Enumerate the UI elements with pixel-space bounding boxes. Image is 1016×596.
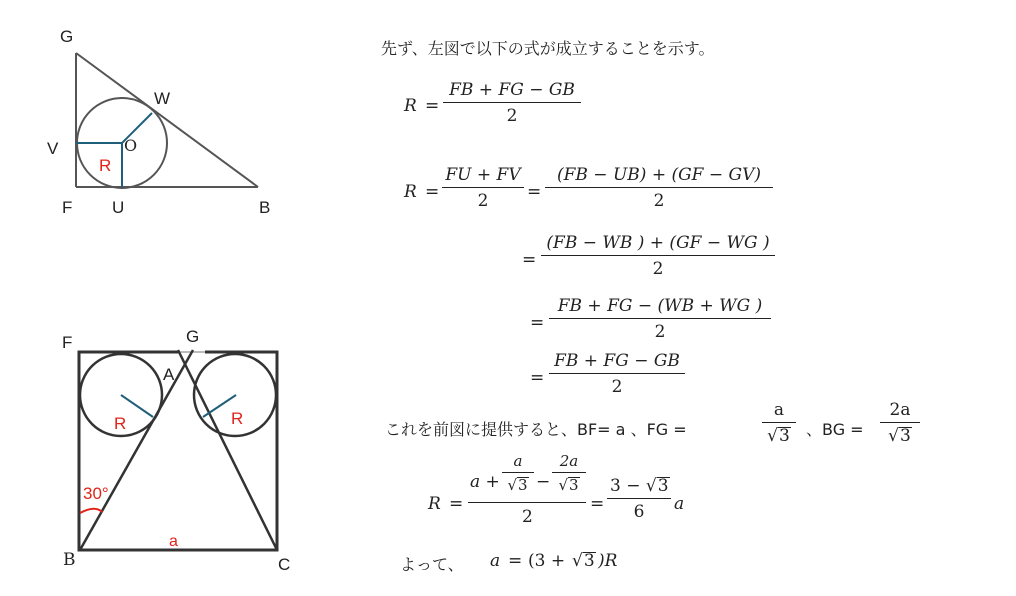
eq5-numerator: FB + FG − GB bbox=[549, 351, 685, 374]
label-u: U bbox=[112, 198, 125, 217]
eq6-inner-num2: 2a bbox=[552, 452, 586, 473]
eq2-denominator1: 2 bbox=[477, 191, 489, 211]
eq2-lhs: R bbox=[404, 182, 417, 202]
eq6-compound-numerator bbox=[468, 450, 586, 496]
square bbox=[79, 352, 277, 550]
eq6-radicand3: 3 bbox=[657, 476, 669, 496]
eq6-inner-fraction1 bbox=[502, 452, 534, 494]
eq6-radicand2: 3 bbox=[569, 476, 579, 494]
square-figure bbox=[0, 310, 320, 590]
eq6-lhs: R bbox=[428, 494, 441, 514]
eq6-inner-den1: √3 bbox=[507, 476, 528, 494]
final-close: )R bbox=[598, 551, 618, 571]
final-a: a bbox=[490, 551, 501, 571]
conclusion-text: よって、 bbox=[400, 555, 464, 574]
eq6-inner-den2: √3 bbox=[558, 476, 579, 494]
eq6-den: 2 bbox=[522, 507, 533, 527]
eq6-num2-prefix: 3 − bbox=[610, 476, 641, 496]
eq2-eq1: = bbox=[425, 182, 440, 202]
label-b: B bbox=[259, 198, 271, 217]
label-o: O bbox=[124, 136, 138, 155]
eq6-eq1: = bbox=[449, 494, 464, 514]
line-c-a bbox=[178, 350, 277, 550]
eq4-fraction bbox=[549, 296, 771, 342]
label-r-left: R bbox=[114, 414, 127, 433]
eq6-den2: 6 bbox=[633, 502, 645, 522]
eq4-numerator: FB + FG − (WB + WG ) bbox=[549, 296, 771, 319]
label-f2: F bbox=[62, 333, 73, 352]
incircle-figure bbox=[0, 0, 320, 230]
eq6-main-bar bbox=[468, 502, 586, 503]
eq5-fraction bbox=[549, 351, 685, 397]
eq2-denominator2: 2 bbox=[653, 191, 665, 211]
eq2-eq2: = bbox=[527, 182, 542, 202]
label-b2: B bbox=[63, 550, 76, 570]
eq1-denominator: 2 bbox=[506, 106, 518, 126]
eq6-inner-num1: a bbox=[502, 452, 534, 473]
eq1-lhs: R bbox=[404, 96, 417, 116]
eq6-inner-fraction2 bbox=[552, 452, 586, 494]
eq4-denominator: 2 bbox=[654, 322, 666, 342]
eq1-numerator: FB + FG − GB bbox=[443, 80, 581, 103]
bg-fraction bbox=[880, 400, 920, 446]
fg-denominator: √3 bbox=[767, 426, 790, 446]
eq1-fraction bbox=[443, 80, 581, 126]
bg-label: 、BG = bbox=[806, 420, 864, 439]
intro-text: 先ず、左図で以下の式が成立することを示す。 bbox=[381, 39, 715, 58]
eq2-numerator1: FU + FV bbox=[442, 165, 524, 188]
eq6-eq2: = bbox=[590, 494, 605, 514]
eq6-a-plus: a + bbox=[470, 472, 500, 492]
label-c2: C bbox=[278, 555, 291, 574]
eq6-num2: 3 − √3 bbox=[607, 476, 671, 499]
line-b-a bbox=[80, 350, 193, 550]
eq3-denominator: 2 bbox=[652, 259, 664, 279]
label-side-a: a bbox=[169, 533, 178, 550]
label-v: V bbox=[47, 139, 59, 158]
eq6-minus: − bbox=[536, 472, 551, 492]
eq4-eq: = bbox=[530, 313, 545, 333]
final-open: (3 + bbox=[528, 551, 566, 571]
eq3-fraction bbox=[541, 233, 775, 279]
final-eq: = bbox=[508, 551, 523, 571]
eq1-eq: = bbox=[425, 96, 440, 116]
eq2-fraction1 bbox=[442, 165, 524, 211]
eq5-denominator: 2 bbox=[611, 377, 623, 397]
fg-fraction bbox=[762, 400, 796, 446]
eq2-numerator2: (FB − UB) + (GF − GV) bbox=[545, 165, 773, 188]
final-radicand: 3 bbox=[583, 551, 595, 571]
bg-radicand: 3 bbox=[900, 426, 911, 446]
eq6-fraction2 bbox=[607, 476, 671, 522]
bg-denominator: √3 bbox=[888, 426, 911, 446]
apply-text: これを前図に提供すると、BF= a 、FG = bbox=[385, 420, 687, 439]
eq3-numerator: (FB − WB ) + (GF − WG ) bbox=[541, 233, 775, 256]
eq2-fraction2 bbox=[545, 165, 773, 211]
fg-numerator: a bbox=[762, 400, 796, 423]
eq6-radicand1: 3 bbox=[518, 476, 528, 494]
label-f: F bbox=[62, 198, 73, 217]
bg-numerator: 2a bbox=[880, 400, 920, 423]
label-angle: 30° bbox=[83, 484, 109, 503]
label-a-point: A bbox=[163, 365, 175, 384]
final-sqrt: √3 bbox=[572, 551, 595, 571]
label-w: W bbox=[154, 89, 171, 108]
label-r: R bbox=[99, 156, 112, 175]
fg-radicand: 3 bbox=[779, 426, 790, 446]
label-g2: G bbox=[186, 327, 200, 346]
label-g: G bbox=[60, 27, 74, 46]
eq3-eq: = bbox=[522, 250, 537, 270]
eq5-eq: = bbox=[530, 368, 545, 388]
eq6-tail: a bbox=[674, 494, 685, 514]
label-r-right: R bbox=[231, 409, 244, 428]
angle-arc bbox=[80, 509, 102, 513]
